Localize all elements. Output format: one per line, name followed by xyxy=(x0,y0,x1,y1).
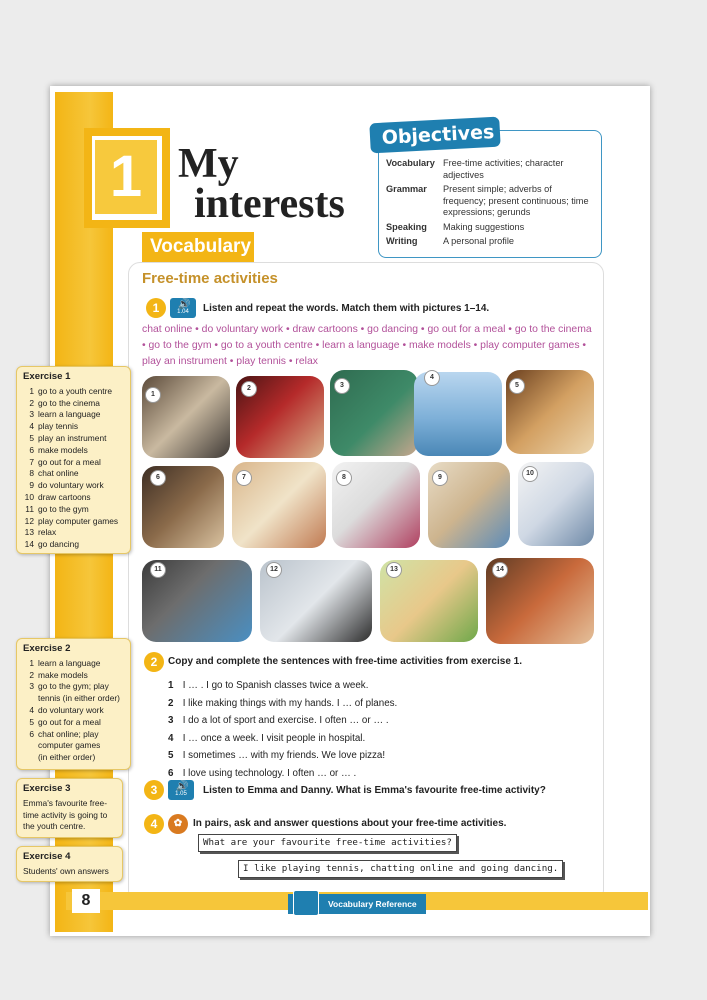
objective-row: Speaking Making suggestions xyxy=(386,221,525,232)
unit-title-line1: My xyxy=(178,141,239,187)
sentence-item: 2 I like making things with my hands. I … of planes. xyxy=(168,697,398,709)
photo-number: 10 xyxy=(522,466,538,482)
exercise-3-badge: 3 xyxy=(144,780,164,800)
speech-bubble-answer: I like playing tennis, chatting online and going dancing. xyxy=(238,860,563,878)
vocabulary-reference-link[interactable]: Vocabulary Reference xyxy=(288,894,426,914)
photo-number: 4 xyxy=(424,370,440,386)
objective-row: Vocabulary Free-time activities; character adjectives xyxy=(386,158,564,180)
objective-row: Writing A personal profile xyxy=(386,236,514,246)
section-title: Free-time activities xyxy=(142,270,278,287)
unit-number: 1 xyxy=(109,144,143,209)
exercise-2-badge: 2 xyxy=(144,652,164,672)
sentence-item: 5 I sometimes … with my friends. We love pizza! xyxy=(168,750,386,761)
exercise-2-instruction: Copy and complete the sentences with free-time activities from exercise 1. xyxy=(168,656,523,667)
photo-number: 6 xyxy=(150,470,166,486)
book-icon xyxy=(293,890,319,916)
exercise-4-badge: 4 xyxy=(144,814,164,834)
exercise-1-word-list: chat online • do voluntary work • draw cartoons • go dancing • go out for a meal • go to the cinema • go to the gym • go to a youth centre • learn a language • make models • play computer games • play an instrument • play tennis • relax xyxy=(142,324,592,367)
photo-number: 2 xyxy=(241,381,257,397)
photo-number: 5 xyxy=(509,378,525,394)
audio-track-1-05[interactable]: 🔊 1.05 xyxy=(168,780,194,800)
objective-row: Grammar Present simple; adverbs of frequency; present continuous; time expressions; gerunds xyxy=(386,184,589,217)
answer-key-exercise-2: Exercise 2 1 learn a language 2 make models 3 go to the gym; play tennis (in either order) 4 do voluntary work 5 go out for a meal 6 chat online; play computer games (in either order) xyxy=(16,638,131,770)
page-number: 8 xyxy=(72,889,100,913)
answer-key-exercise-4: Exercise 4 Students' own answers xyxy=(16,846,123,882)
pair-work-icon: ✿ xyxy=(168,814,188,834)
speaker-icon: 🔊 xyxy=(178,299,191,310)
exercise-1-instruction: Listen and repeat the words. Match them with pictures 1–14. xyxy=(203,303,490,314)
answer-key-exercise-3: Exercise 3 Emma's favourite free-time activity is going to the youth centre. xyxy=(16,778,123,838)
exercise-1-badge: 1 xyxy=(146,298,166,318)
photo-number: 13 xyxy=(386,562,402,578)
photo-number: 9 xyxy=(432,470,448,486)
photo-number: 1 xyxy=(145,387,161,403)
vocabulary-banner: Vocabulary xyxy=(142,232,254,262)
sentence-item: 3 I do a lot of sport and exercise. I often … or … . xyxy=(168,715,389,726)
exercise-3-instruction: Listen to Emma and Danny. What is Emma's favourite free-time activity? xyxy=(203,785,546,796)
sentence-item: 1 I … . I go to Spanish classes twice a week. xyxy=(168,680,369,691)
objectives-heading: Objectives xyxy=(381,121,495,149)
speaker-icon: 🔊 xyxy=(176,781,189,792)
photo-number: 12 xyxy=(266,562,282,578)
speech-bubble-question: What are your favourite free-time activities? xyxy=(198,834,457,852)
photo-number: 11 xyxy=(150,562,166,578)
photo-number: 8 xyxy=(336,470,352,486)
exercise-4-instruction: In pairs, ask and answer questions about your free-time activities. xyxy=(193,818,507,829)
audio-track-1-04[interactable]: 🔊 1.04 xyxy=(170,298,196,318)
objectives-list xyxy=(386,158,596,251)
unit-title-line2: interests xyxy=(194,181,345,227)
sentence-item: 6 I love using technology. I often … or … . xyxy=(168,767,357,779)
answer-key-exercise-1: Exercise 1 1 go to a youth centre 2 go to the cinema 3 learn a language 4 play tennis 5 play an instrument 6 make models 7 go out for a meal 8 chat online 9 do voluntary work 10 draw cartoons 11 go to the gym 12 play computer games 13 relax 14 go dancing xyxy=(16,366,131,554)
exercise-2-sentences xyxy=(168,677,397,782)
photo-number: 7 xyxy=(236,470,252,486)
photo-number: 14 xyxy=(492,562,508,578)
photo-number: 3 xyxy=(334,378,350,394)
sentence-item: 4 I … once a week. I visit people in hospital. xyxy=(168,732,366,744)
unit-title xyxy=(178,141,345,227)
